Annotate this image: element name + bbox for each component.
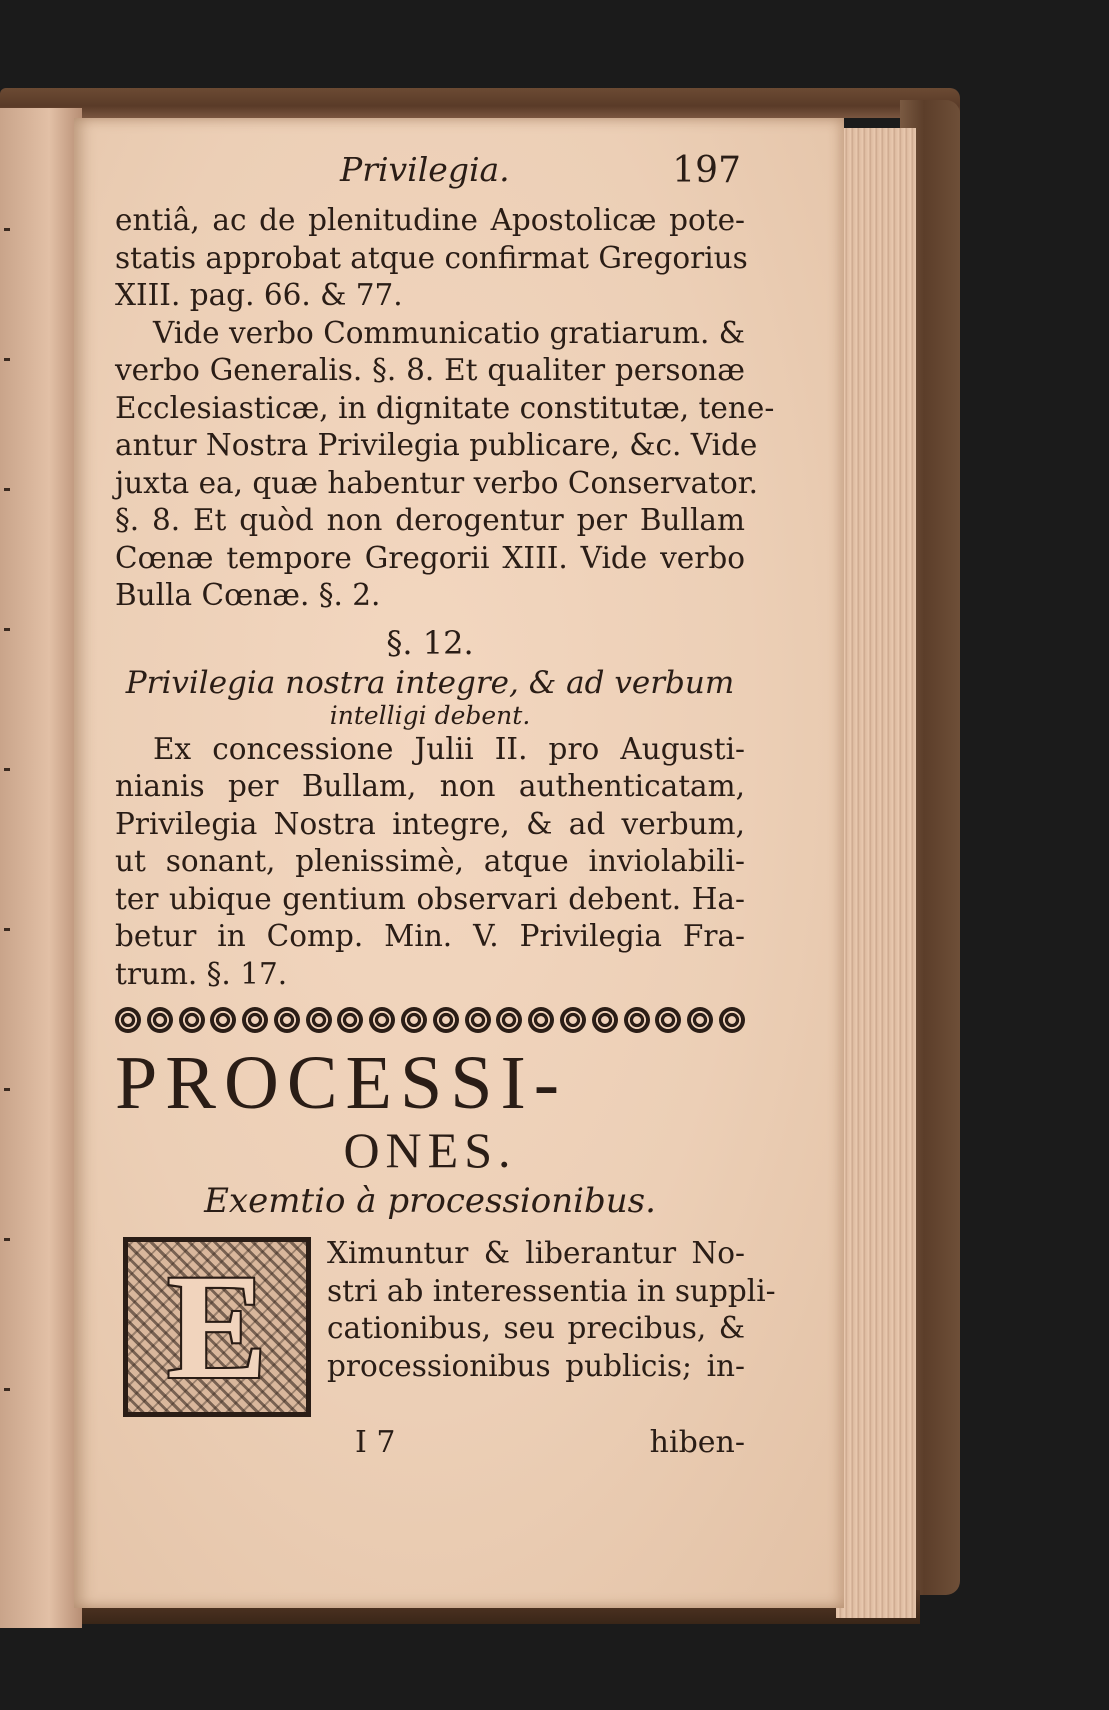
running-title: Privilegia. (340, 150, 510, 189)
text-line: stri ab interessentia in suppli- (327, 1273, 776, 1308)
text-line: Ecclesiasticæ, in dignitate constitutæ, tene- (115, 390, 775, 425)
ornament-divider (115, 1005, 745, 1035)
text-line: entiâ, ac de plenitudine Apostolicæ pote- (115, 203, 745, 237)
facing-page-edge (0, 108, 82, 1628)
paragraph-2 (115, 315, 775, 615)
initial-letter: E (166, 1244, 268, 1410)
text-line: nianis per Bullam, non authenticatam, (115, 769, 745, 803)
book-cover-top (0, 88, 960, 118)
text-line: Bulla Cœnæ. §. 2. (115, 578, 381, 612)
text-line: cationibus, seu precibus, & (327, 1311, 745, 1345)
text-line: XIII. pag. 66. & 77. (115, 278, 403, 312)
initial-paragraph-text (327, 1235, 776, 1385)
text-line: §. 8. Et quòd non derogentur per Bullam (115, 503, 745, 537)
page-header (115, 150, 745, 202)
text-line: juxta ea, quæ habentur verbo Conservator. (115, 465, 759, 500)
page-number: 197 (672, 150, 741, 191)
catchword: hiben- (649, 1425, 745, 1460)
text-line: betur in Comp. Min. V. Privilegia Fra- (115, 919, 745, 953)
chapter-heading-continued: ONES. (343, 1122, 517, 1178)
text-line: Ex concessione Julii II. pro Augusti- (153, 731, 745, 766)
text-line: verbo Generalis. §. 8. Et qualiter personæ (115, 353, 745, 387)
section-title: Privilegia nostra integre, & ad verbum (125, 664, 735, 701)
page-footer (115, 1425, 745, 1465)
text-line: Vide verbo Communicatio gratiarum. & (153, 315, 745, 350)
paragraph-3 (115, 731, 745, 994)
text-line: antur Nostra Privilegia publicare, &c. Vide (115, 428, 758, 462)
text-line: Ximuntur & liberantur No- (327, 1236, 745, 1270)
section-title-continued: intelligi debent. (329, 700, 531, 730)
chapter-subtitle: Exemtio à processionibus. (204, 1181, 656, 1221)
page-text (115, 150, 776, 1465)
section-mark: §. 12. (386, 623, 474, 662)
page-stack-edges (836, 128, 916, 1618)
text-line: trum. §. 17. (115, 956, 288, 991)
text-line: Privilegia Nostra integre, & ad verbum, (115, 806, 745, 841)
text-line: Cœnæ tempore Gregorii XIII. Vide verbo (115, 540, 745, 575)
text-line: ter ubique gentium observari debent. Ha- (115, 881, 745, 916)
text-line: ut sonant, plenissimè, atque inviolabili- (115, 844, 745, 878)
paragraph-1 (115, 202, 748, 315)
text-line: processionibus publicis; in- (327, 1348, 745, 1383)
signature-mark: I 7 (355, 1425, 396, 1460)
decorated-initial (123, 1237, 311, 1417)
text-line: statis approbat atque confirmat Gregorius (115, 240, 748, 275)
initial-paragraph (115, 1235, 776, 1425)
chapter-heading: PROCESSI- (115, 1041, 568, 1125)
